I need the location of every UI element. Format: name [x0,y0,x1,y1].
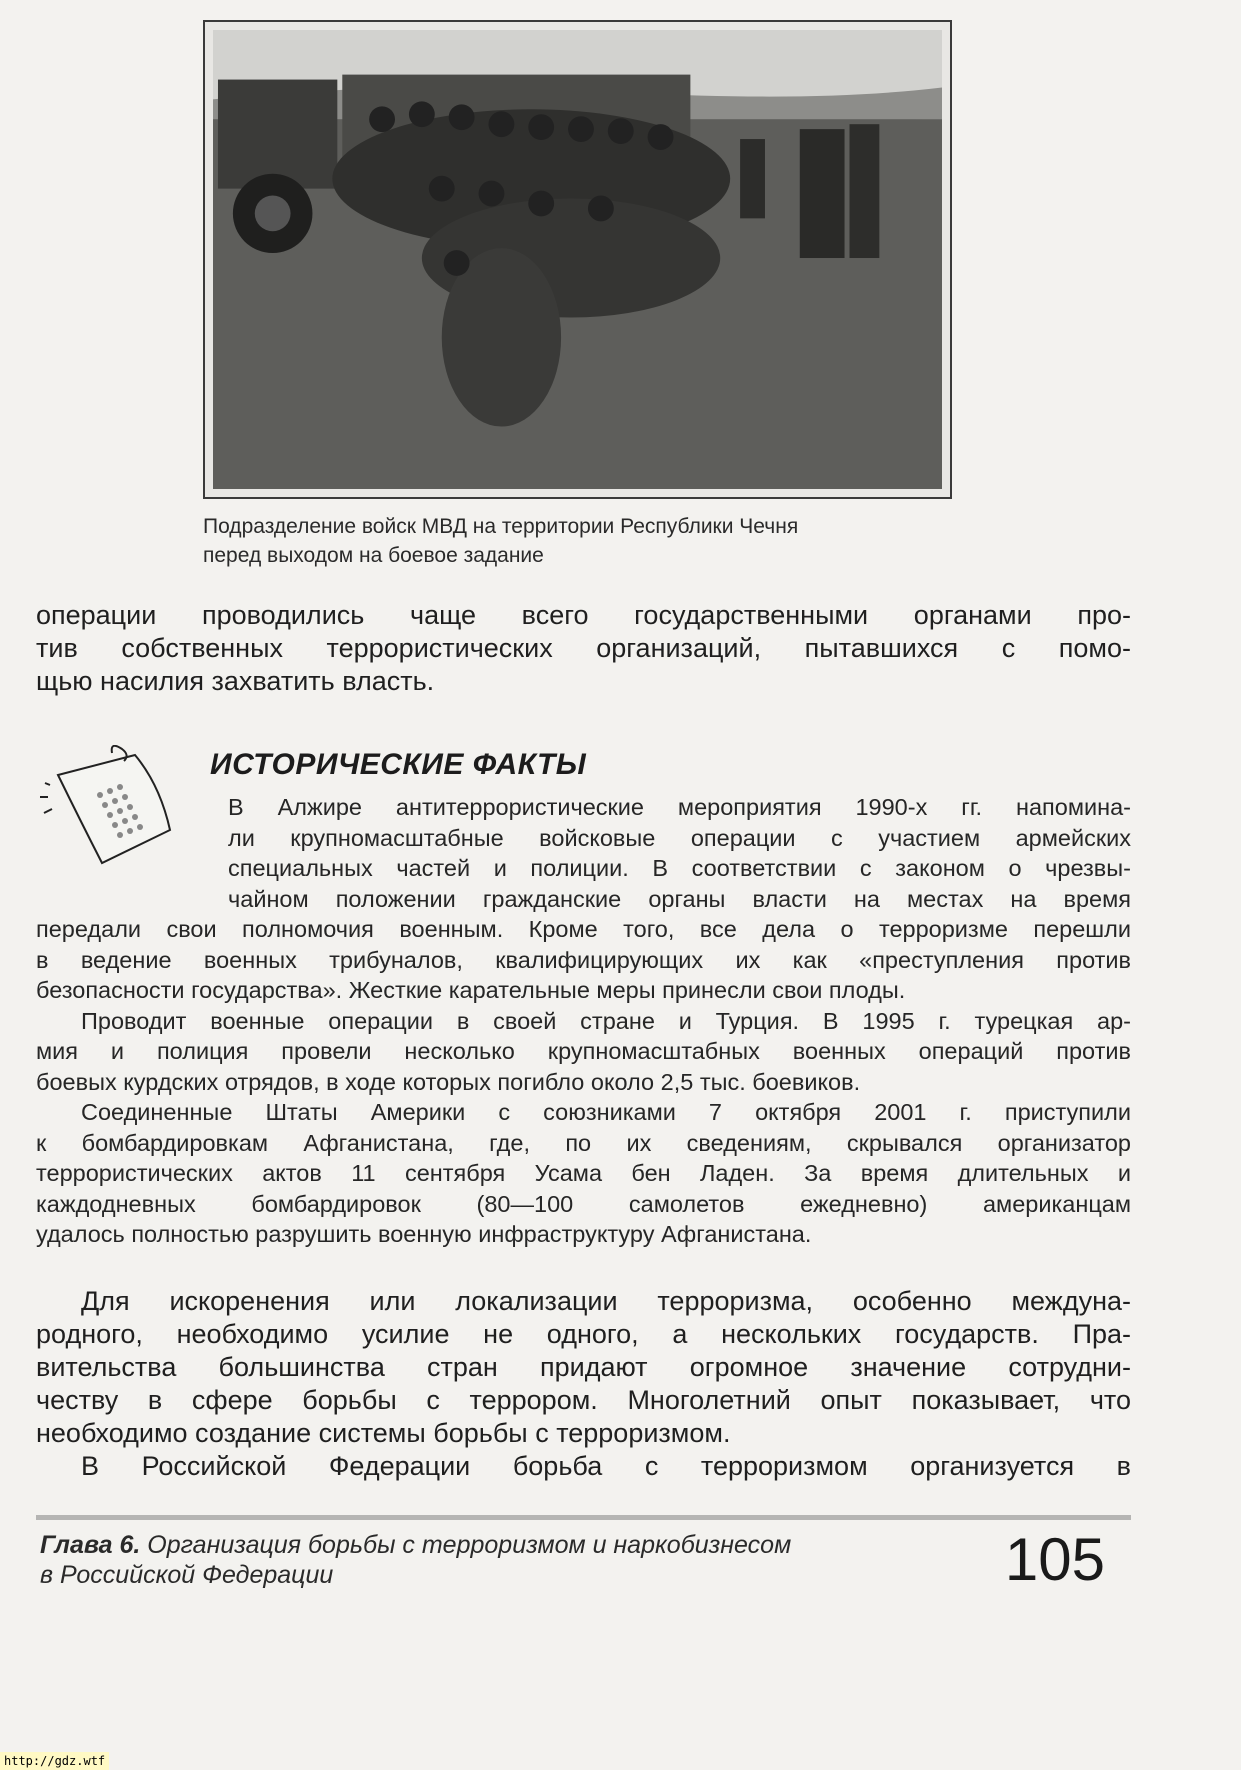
text-line: удалось полностью разрушить военную инфраструктуру Афганистана. [36,1221,812,1247]
text-line: чайном положении гражданские органы власти на местах на время [228,885,1131,912]
text-line: к бомбардировкам Афганистана, где, по их сведениям, скрывался организатор [36,1129,1131,1156]
footer-divider [36,1515,1131,1520]
paragraph-intro [36,599,1131,698]
facts-body [36,792,1131,1250]
text-line: Проводит военные операции в своей стране и Турция. В 1995 г. турецкая ар- [81,1007,1131,1034]
caption-line: Подразделение войск МВД на территории Республики Чечня [203,515,799,538]
chapter-title-line2: в Российской Федерации [40,1561,334,1589]
text-line: специальных частей и полиции. В соответствии с законом о чрезвы- [228,855,1131,881]
facts-heading: ИСТОРИЧЕСКИЕ ФАКТЫ [210,748,587,781]
text-line: в ведение военных трибуналов, квалифицирующих их как «преступления против [36,946,1131,973]
chapter-label: Глава 6. [40,1531,141,1559]
text-line: мия и полиция провели несколько крупномасштабных военных операций против [36,1038,1131,1064]
page-number: 105 [1004,1526,1105,1593]
text-line: безопасности государства». Жесткие карательные меры принесли свои плоды. [36,977,906,1003]
text-line: вительства большинства стран придают огромное значение сотрудни- [36,1352,1131,1382]
text-line: родного, необходимо усилие не одного, а нескольких государств. Пра- [36,1319,1131,1349]
chapter-footer [40,1530,791,1590]
watermark-url[interactable]: http://gdz.wtf [0,1752,109,1770]
text-line: операции проводились чаще всего государственными органами про- [36,600,1131,630]
text-line: В Алжире антитеррористические мероприятия 1990-х гг. напомина- [228,794,1131,820]
photo-caption [203,512,963,570]
text-line: террористических актов 11 сентября Усама бен Ладен. За время длительных и [36,1160,1131,1186]
text-line: В Российской Федерации борьба с терроризмом организуется в [81,1451,1131,1481]
text-line: тив собственных террористических организаций, пытавшихся с помо- [36,633,1131,663]
caption-line: перед выходом на боевое задание [203,544,544,567]
text-line: щью насилия захватить власть. [36,666,435,696]
paragraph-main [36,1285,1131,1483]
text-line: Для искоренения или локализации терроризма, особенно междуна- [81,1286,1131,1316]
troops-photo [213,30,942,489]
chapter-title: Организация борьбы с терроризмом и наркобизнесом [147,1531,792,1559]
text-line: Соединенные Штаты Америки с союзниками 7 октября 2001 г. приступили [81,1099,1131,1125]
text-line: боевых курдских отрядов, в ходе которых погибло около 2,5 тыс. боевиков. [36,1068,861,1095]
text-line: передали свои полномочия военным. Кроме того, все дела о терроризме перешли [36,916,1131,942]
photo-frame [203,20,952,499]
text-line: ли крупномасштабные войсковые операции с участием армейских [228,824,1131,851]
text-line: необходимо создание системы борьбы с терроризмом. [36,1418,731,1448]
text-line: каждодневных бомбардировок (80—100 самолетов ежедневно) американцам [36,1190,1131,1217]
text-line: честву в сфере борьбы с террором. Многолетний опыт показывает, что [36,1385,1131,1415]
